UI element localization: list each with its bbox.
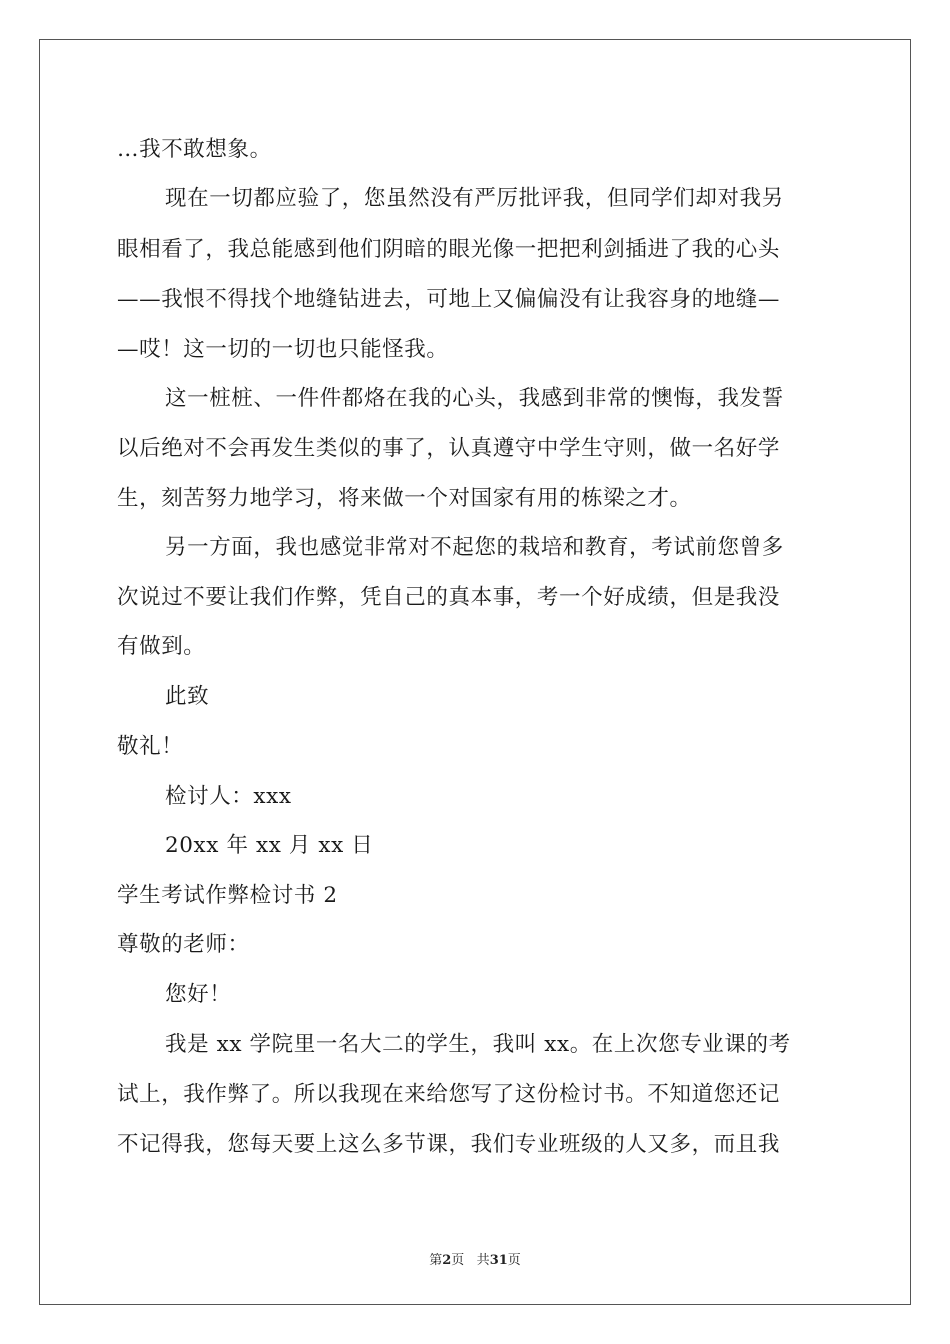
salutation-closing: 敬礼！: [117, 734, 184, 759]
total-pages: 31: [489, 1253, 508, 1268]
text-line: …我不敢想象。: [117, 137, 272, 162]
paragraph-line: 我是 xx 学院里一名大二的学生，我叫 xx。在上次您专业课的考: [165, 1032, 791, 1057]
paragraph-line: 这一桩桩、一件件都烙在我的心头，我感到非常的懊悔，我发誓: [165, 386, 784, 411]
page-prefix: 第: [429, 1253, 443, 1268]
paragraph-line: 现在一切都应验了，您虽然没有严厉批评我，但同学们却对我另: [165, 186, 784, 211]
page-footer: [0, 1249, 950, 1268]
total-suffix: 页: [507, 1253, 521, 1268]
signature-date: 20xx 年 xx 月 xx 日: [165, 833, 374, 858]
page-number: 2: [442, 1253, 452, 1268]
text-line: 眼相看了，我总能感到他们阴暗的眼光像一把把利剑插进了我的心头: [117, 237, 781, 262]
total-prefix: 共: [476, 1253, 490, 1268]
salutation: 尊敬的老师：: [117, 932, 250, 957]
text-line: 试上，我作弊了。所以我现在来给您写了这份检讨书。不知道您还记: [117, 1082, 781, 1107]
greeting: 您好！: [165, 982, 232, 1007]
text-line: 生，刻苦努力地学习，将来做一个对国家有用的栋梁之才。: [117, 486, 692, 511]
signature-name: 检讨人：xxx: [165, 784, 292, 809]
paragraph-line: 另一方面，我也感觉非常对不起您的栽培和教育，考试前您曾多: [165, 535, 784, 560]
section-title: 学生考试作弊检讨书 2: [117, 883, 338, 908]
page-border: [39, 39, 911, 1305]
text-line: —哎！这一切的一切也只能怪我。: [117, 337, 449, 362]
page-suffix: 页: [451, 1253, 465, 1268]
text-line: 有做到。: [117, 634, 206, 659]
text-line: 次说过不要让我们作弊，凭自己的真本事，考一个好成绩，但是我没: [117, 585, 781, 610]
text-line: 以后绝对不会再发生类似的事了，认真遵守中学生守则，做一名好学: [117, 436, 781, 461]
closing-phrase: 此致: [165, 684, 210, 709]
text-line: 不记得我，您每天要上这么多节课，我们专业班级的人又多，而且我: [117, 1132, 781, 1157]
text-line: ——我恨不得找个地缝钻进去，可地上又偏偏没有让我容身的地缝—: [117, 287, 781, 312]
